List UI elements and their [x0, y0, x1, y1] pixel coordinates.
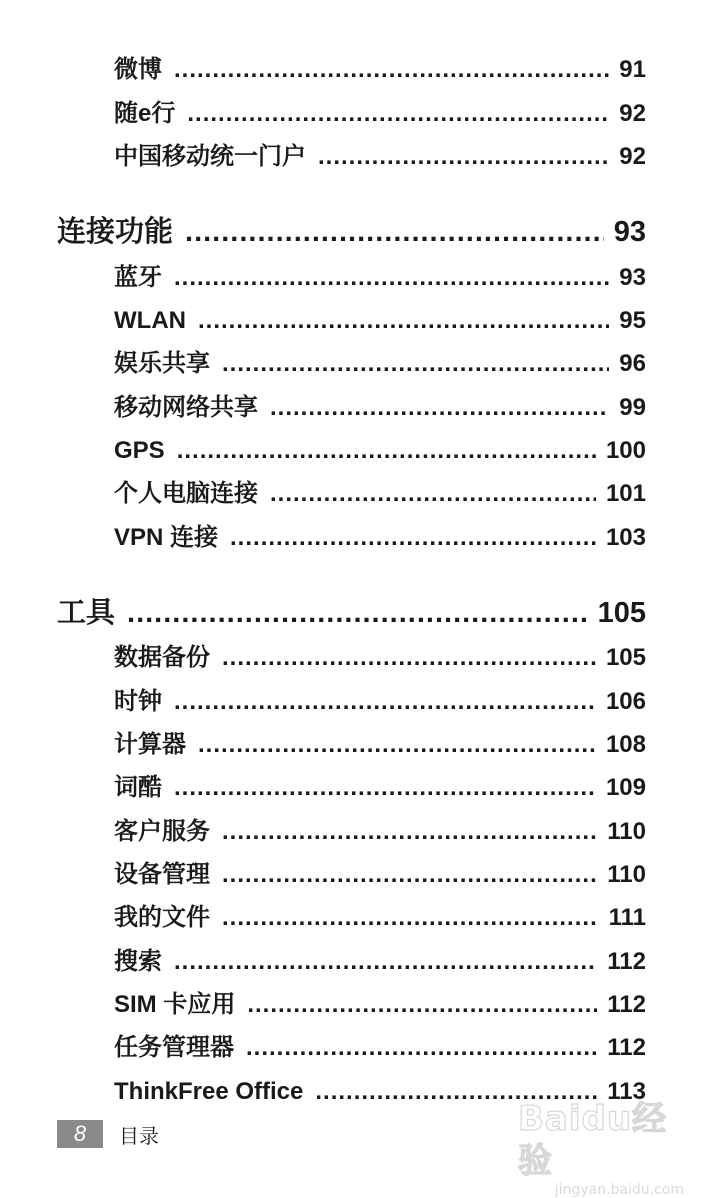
toc-entry-page: 99 — [619, 394, 646, 421]
dot-leader — [270, 476, 596, 512]
dot-leader — [222, 640, 596, 676]
toc-entry[interactable] — [114, 987, 646, 1023]
toc-entry-title: SIM 卡应用 — [114, 991, 236, 1018]
toc-chapter-entry[interactable] — [57, 212, 646, 252]
toc-chapter-entry[interactable] — [57, 593, 646, 633]
toc-entry-page: 110 — [607, 818, 646, 845]
dot-leader — [198, 303, 609, 339]
dot-leader — [174, 52, 609, 88]
toc-entry-page: 93 — [619, 264, 646, 291]
toc-entry-page: 95 — [619, 307, 646, 334]
toc-entry[interactable] — [114, 390, 646, 426]
toc-entry-title: 客户服务 — [114, 818, 210, 845]
dot-leader — [222, 857, 597, 893]
toc-entry-page: 112 — [607, 991, 646, 1018]
dot-leader — [187, 96, 609, 132]
toc-entry-title: 微博 — [114, 56, 162, 83]
toc-entry-page: 106 — [605, 688, 646, 715]
toc-entry[interactable] — [114, 476, 646, 512]
toc-entry-page: 91 — [619, 56, 646, 83]
toc-entry-page: 96 — [619, 350, 646, 377]
toc-entry-title: ThinkFree Office — [114, 1078, 304, 1105]
dot-leader — [246, 1030, 597, 1066]
toc-entry-title: 计算器 — [114, 731, 186, 758]
toc-entry[interactable] — [114, 944, 646, 980]
dot-leader — [127, 593, 588, 633]
watermark-url: jingyan.baidu.com — [554, 1182, 684, 1198]
toc-entry[interactable] — [114, 770, 646, 806]
toc-entry[interactable] — [114, 303, 646, 339]
toc-entry[interactable] — [114, 346, 646, 382]
dot-leader — [185, 212, 604, 252]
toc-entry-title: 时钟 — [114, 688, 162, 715]
page-footer — [57, 1120, 159, 1148]
toc-entry-page: 110 — [607, 861, 646, 888]
dot-leader — [198, 727, 596, 763]
toc-entry[interactable] — [114, 857, 646, 893]
toc-entry[interactable] — [114, 52, 646, 88]
section-title: 目录 — [119, 1125, 159, 1148]
dot-leader — [222, 900, 599, 936]
dot-leader — [174, 260, 609, 296]
dot-leader — [318, 139, 609, 175]
toc-entry-title: VPN 连接 — [114, 524, 219, 551]
toc-entry-page: 112 — [607, 1034, 646, 1061]
toc-entry-title: 中国移动统一门户 — [114, 143, 306, 170]
toc-entry-title: 蓝牙 — [114, 264, 162, 291]
dot-leader — [177, 433, 596, 469]
dot-leader — [222, 814, 597, 850]
toc-entry-page: 105 — [605, 644, 646, 671]
dot-leader — [230, 520, 596, 556]
toc-entry-page: 103 — [605, 524, 646, 551]
toc-entry[interactable] — [114, 1030, 646, 1066]
toc-entry-page: 100 — [605, 437, 646, 464]
dot-leader — [247, 987, 597, 1023]
toc-entry-title: 我的文件 — [114, 904, 210, 931]
toc-entry-title: 任务管理器 — [114, 1034, 234, 1061]
toc-entry-title: GPS — [114, 437, 165, 464]
toc-entry-title: 数据备份 — [114, 644, 210, 671]
dot-leader — [270, 390, 609, 426]
toc-entry-page: 113 — [607, 1078, 646, 1105]
toc-entry[interactable] — [114, 433, 646, 469]
toc-chapter-page: 93 — [613, 216, 646, 248]
dot-leader — [174, 944, 597, 980]
toc-entry-title: 设备管理 — [114, 861, 210, 888]
page-number-badge: 8 — [57, 1120, 103, 1148]
toc-entry-page: 108 — [605, 731, 646, 758]
toc-entry-page: 111 — [608, 904, 646, 931]
toc-entry-title: 随e行 — [114, 100, 176, 127]
toc-entry-title: 娱乐共享 — [114, 350, 210, 377]
toc-entry[interactable] — [114, 520, 646, 556]
toc-entry-page: 101 — [605, 480, 646, 507]
dot-leader — [174, 770, 596, 806]
toc-entry-title: 搜索 — [114, 948, 162, 975]
toc-entry-page: 112 — [607, 948, 646, 975]
toc-entry[interactable] — [114, 814, 646, 850]
toc-entry[interactable] — [114, 139, 646, 175]
toc-entry[interactable] — [114, 684, 646, 720]
baidu-watermark — [518, 1098, 688, 1198]
toc-entry[interactable] — [114, 96, 646, 132]
dot-leader — [174, 684, 596, 720]
toc-entry-page: 92 — [619, 100, 646, 127]
toc-entry[interactable] — [114, 900, 646, 936]
toc-entry[interactable] — [114, 727, 646, 763]
dot-leader — [222, 346, 609, 382]
toc-entry-title: 词酷 — [114, 774, 162, 801]
toc-chapter-page: 105 — [597, 597, 646, 629]
toc-entry-page: 109 — [605, 774, 646, 801]
toc-entry-title: 个人电脑连接 — [114, 480, 258, 507]
toc-entry-title: WLAN — [114, 307, 186, 334]
baidu-paw-icon: Baidu经验 — [518, 1099, 668, 1181]
toc-entry-page: 92 — [619, 143, 646, 170]
toc-chapter-title: 连接功能 — [57, 216, 174, 248]
toc-chapter-title: 工具 — [57, 597, 116, 629]
toc-entry[interactable] — [114, 260, 646, 296]
toc-entry-title: 移动网络共享 — [114, 394, 258, 421]
toc-entry[interactable] — [114, 640, 646, 676]
